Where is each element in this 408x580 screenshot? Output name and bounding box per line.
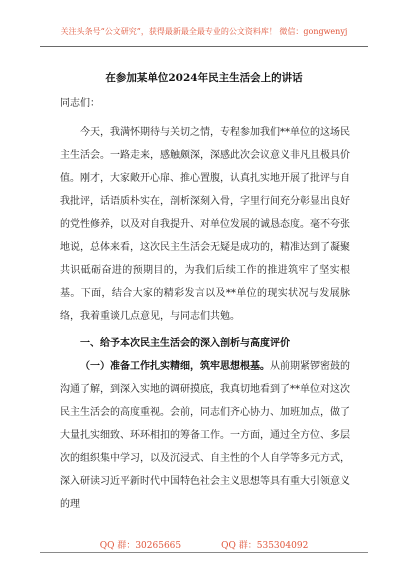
- footer-qq-group-2: QQ 群：535304092: [221, 541, 309, 551]
- header-divider: [40, 46, 368, 47]
- subsection-paragraph: [60, 355, 350, 516]
- document-title: 在参加某单位2024年民主生活会上的讲话: [105, 72, 303, 84]
- footer-divider: [40, 552, 368, 553]
- salutation: 同志们：: [60, 98, 100, 109]
- footer-contact: [0, 538, 408, 551]
- footer-qq-group-1: QQ 群：30265665: [99, 541, 182, 551]
- subsection-text: 从前期紧锣密鼓的沟通了解，到深入实地的调研摸底，我真切地看到了**单位对这次民主生活会的高度重视。会前，同志们齐心协力、加班加点，做了大量扎实细致、环环相扣的筹备工作。一方面，通过全方位、多层次的组织集中学习，以及沉浸式、自主性的个人自学等多元方式，深入研读习近平新时代中国特色社会主义思想等具有重大引领意义的理: [60, 361, 350, 510]
- paragraph-opening: 今天，我满怀期待与关切之情，专程参加我们**单位的这场民主生活会。一路走来，感触颇深，深感此次会议意义非凡且极具价值。刚才，大家敞开心扉、推心置腹，认真扎实地开展了批评与自我批评，话语质朴实在，剖析深刻入骨，字里行间充分彰显出良好的党性修养，以及对自我提升、对单位发展的诚恳态度。毫不夸张地说，总体来看，这次民主生活会无疑是成功的，精准达到了凝聚共识砥砺奋进的预期目的，为我们后续工作的推进筑牢了坚实根基。下面，结合大家的精彩发言以及**单位的现实状况与发展脉络，我着重谈几点意见，与同志们共勉。: [60, 127, 350, 322]
- header-banner: 关注头条号“公文研究”，获得最新最全最专业的公文资料库！ 微信：gongwenyj: [60, 27, 348, 36]
- document-body: [60, 92, 350, 516]
- section-heading: 一、给予本次民主生活会的深入剖析与高度评价: [80, 338, 290, 349]
- subsection-heading: （一）准备工作扎实精细，筑牢思想根基。: [80, 361, 270, 372]
